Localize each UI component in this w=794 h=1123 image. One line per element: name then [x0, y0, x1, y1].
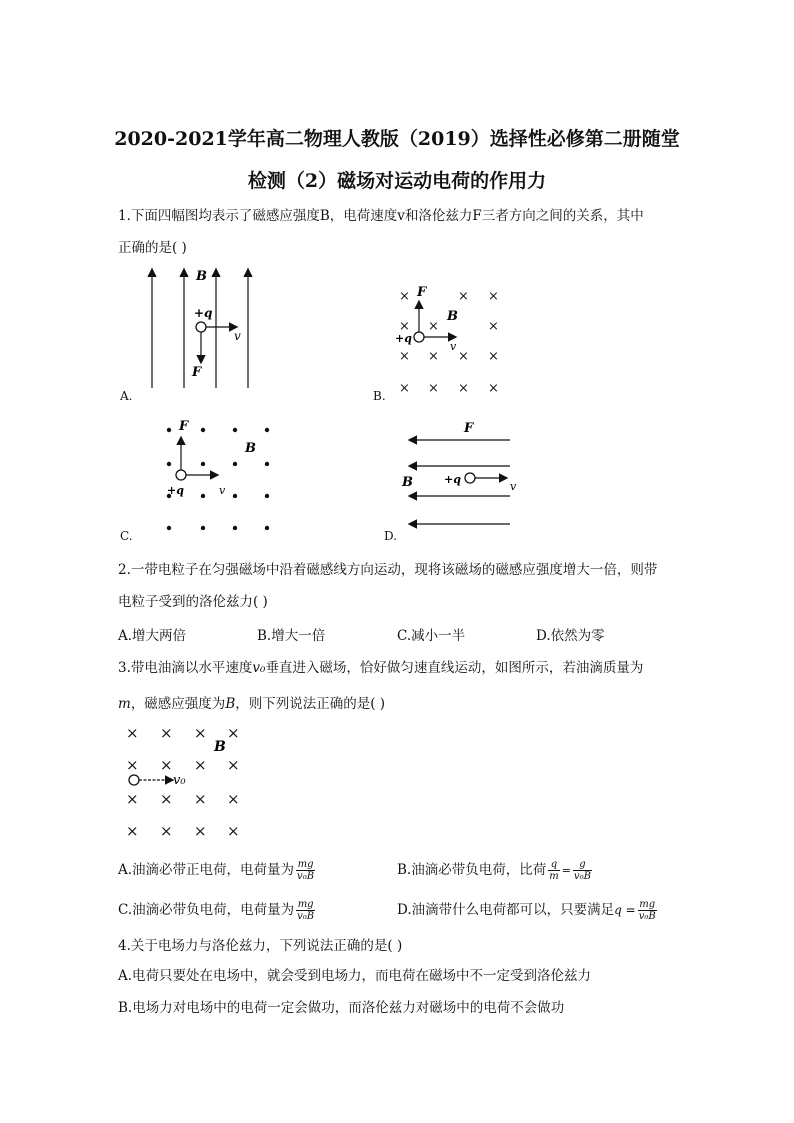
q2-option-a: A.增大两倍	[118, 628, 187, 644]
svg-text:×: ×	[160, 756, 173, 774]
fig-d-F-label: F	[464, 421, 474, 436]
q3-option-b: B.油滴必带负电荷，比荷 $\frac{q}{m}$ = $\frac{g}{\text{v₀B}}$	[397, 859, 591, 882]
fig-a-F-label: F	[192, 365, 202, 380]
svg-text:×: ×	[428, 349, 439, 364]
svg-text:×: ×	[227, 822, 240, 840]
svg-text:×: ×	[399, 319, 410, 334]
fig-d-q-label: +q	[444, 473, 461, 486]
svg-text:×: ×	[488, 319, 499, 334]
q2-option-c: C.减小一半	[397, 628, 466, 644]
svg-text:×: ×	[399, 381, 410, 396]
q1-figure-d	[400, 420, 525, 530]
q2-stem-line2: 电粒子受到的洛伦兹力( )	[118, 594, 268, 610]
fig-a-q-label: +q	[194, 306, 213, 320]
svg-text:×: ×	[227, 724, 240, 742]
svg-text:×: ×	[126, 756, 139, 774]
q3-option-c: C.油滴必带负电荷，电荷量为 $\frac{mg}{\text{v₀B}}$	[118, 899, 315, 922]
svg-text:×: ×	[160, 790, 173, 808]
fig-b-F-label: F	[417, 285, 427, 300]
q3-fig-v0-label: v₀	[173, 773, 186, 788]
q4-option-a: A.电荷只要处在电场中，就会受到电场力，而电荷在磁场中不一定受到洛伦兹力	[118, 968, 592, 984]
svg-text:×: ×	[194, 756, 207, 774]
svg-text:×: ×	[399, 349, 410, 364]
svg-text:×: ×	[428, 381, 439, 396]
q4-stem: 4.关于电场力与洛伦兹力，下列说法正确的是( )	[118, 938, 403, 954]
svg-text:×: ×	[126, 790, 139, 808]
page-title-line2: 检测（2）磁场对运动电荷的作用力	[247, 170, 547, 192]
q2-option-d: D.依然为零	[536, 628, 605, 644]
svg-text:×: ×	[488, 381, 499, 396]
fig-b-v-label: v	[450, 340, 457, 353]
svg-text:×: ×	[399, 289, 410, 304]
q1-label-d: D.	[384, 529, 398, 543]
svg-text:×: ×	[428, 319, 439, 334]
q1-label-b: B.	[373, 389, 386, 403]
q1-figure-a	[140, 260, 270, 390]
svg-text:×: ×	[458, 381, 469, 396]
svg-text:×: ×	[160, 822, 173, 840]
fig-c-B-label: B	[245, 441, 256, 456]
q1-stem-line2: 正确的是( )	[118, 240, 187, 256]
fig-a-v-label: v	[234, 329, 241, 343]
q1-label-c: C.	[120, 529, 133, 543]
svg-text:×: ×	[160, 724, 173, 742]
svg-text:×: ×	[488, 349, 499, 364]
fig-a-B-label: B	[196, 269, 207, 284]
svg-text:×: ×	[194, 822, 207, 840]
q3-stem-line2: m，磁感应强度为B，则下列说法正确的是( )	[118, 696, 386, 712]
q3-stem-line1: 3.带电油滴以水平速度v₀垂直进入磁场，恰好做匀速直线运动，如图所示，若油滴质量为	[118, 660, 644, 676]
fig-d-v-label: v	[510, 480, 517, 493]
q2-option-b: B.增大一倍	[257, 628, 326, 644]
q3-fig-B-label: B	[214, 739, 226, 755]
svg-text:×: ×	[194, 724, 207, 742]
svg-text:×: ×	[227, 756, 240, 774]
q1-figure-b	[395, 280, 515, 395]
fig-b-q-label: +q	[395, 332, 412, 345]
fig-c-F-label: F	[179, 419, 189, 434]
fig-b-B-label: B	[447, 309, 458, 324]
svg-text:×: ×	[458, 349, 469, 364]
svg-text:×: ×	[488, 289, 499, 304]
q4-option-b: B.电场力对电场中的电荷一定会做功，而洛伦兹力对磁场中的电荷不会做功	[118, 1000, 565, 1016]
svg-text:×: ×	[194, 790, 207, 808]
q3-option-a: A.油滴必带正电荷，电荷量为 $\frac{mg}{\text{v₀B}}$	[118, 859, 315, 882]
q2-stem-line1: 2.一带电粒子在匀强磁场中沿着磁感线方向运动，现将该磁场的磁感应强度增大一倍，则带	[118, 562, 658, 578]
q3-figure	[122, 718, 252, 843]
q1-figure-c	[155, 418, 285, 536]
svg-text:×: ×	[126, 822, 139, 840]
fig-d-B-label: B	[402, 475, 413, 490]
q1-stem-line1: 1.下面四幅图均表示了磁感应强度B，电荷速度v和洛伦兹力F三者方向之间的关系，其中	[118, 208, 644, 224]
svg-text:×: ×	[458, 289, 469, 304]
fig-c-v-label: v	[219, 484, 226, 497]
q1-label-a: A.	[120, 389, 133, 403]
q3-option-d: D.油滴带什么电荷都可以，只要满足q = $\frac{mg}{\text{v₀B}}$	[397, 899, 656, 922]
svg-text:×: ×	[227, 790, 240, 808]
svg-text:×: ×	[126, 724, 139, 742]
page-title-line1: 2020-2021学年高二物理人教版（2019）选择性必修第二册随堂	[114, 128, 680, 150]
fig-c-q-label: +q	[167, 484, 184, 497]
